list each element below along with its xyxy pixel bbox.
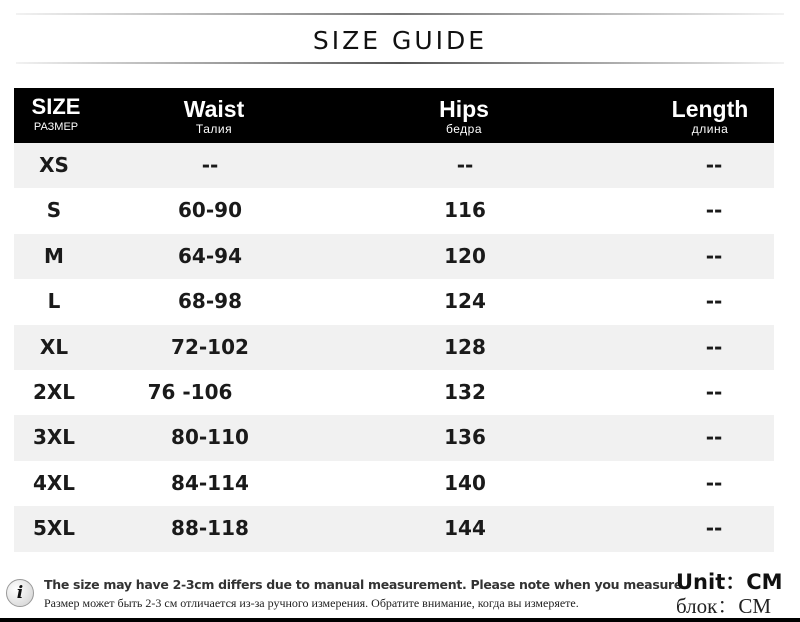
waist-cell: 80-110: [171, 425, 249, 450]
header-hips-en: Hips: [439, 96, 489, 122]
waist-cell: 76 -106: [147, 379, 233, 404]
header-waist-en: Waist: [183, 96, 245, 122]
size-cell: XS: [39, 153, 69, 177]
length-cell: --: [705, 470, 723, 495]
table-row: [14, 461, 774, 506]
waist-cell: 60-90: [178, 198, 242, 223]
header-length-en: Length: [671, 96, 749, 122]
table-body: [14, 143, 774, 552]
table-row: [14, 234, 774, 279]
waist-cell: 88-118: [171, 516, 249, 541]
hips-cell: 132: [444, 379, 486, 404]
header-length-ru: длина: [691, 122, 729, 136]
size-cell: L: [47, 289, 61, 314]
size-cell: 5XL: [32, 516, 76, 541]
waist-cell: 64-94: [178, 243, 242, 268]
length-cell: --: [705, 334, 723, 359]
size-cell: XL: [39, 334, 69, 359]
measurement-note-en: The size may have 2-3cm differs due to manual measurement. Please note when you measure.: [44, 577, 687, 592]
waist-cell: 84-114: [171, 470, 249, 495]
hips-cell: 120: [444, 243, 486, 268]
table-row: [14, 370, 774, 415]
header-size-en: SIZE: [31, 94, 81, 119]
header-waist: [164, 88, 264, 143]
unit-label: Unit：CM: [676, 570, 783, 594]
size-cell: 2XL: [32, 379, 76, 404]
table-header: [14, 88, 774, 143]
waist-cell: --: [201, 153, 219, 177]
header-size: [14, 88, 98, 143]
bottom-border: [0, 618, 800, 622]
header-hips-ru: бедра: [446, 122, 482, 136]
table-row: [14, 279, 774, 324]
hips-cell: 124: [444, 289, 486, 314]
hips-cell: --: [456, 153, 474, 177]
length-cell: --: [705, 289, 723, 314]
table-row: [14, 325, 774, 370]
size-cell: 3XL: [32, 425, 76, 450]
size-cell: 4XL: [32, 470, 76, 495]
length-cell: --: [705, 516, 723, 541]
header-waist-ru: Талия: [195, 122, 233, 136]
hips-cell: 128: [444, 334, 486, 359]
hips-cell: 136: [444, 425, 486, 450]
unit-label-ru: блок：CM: [676, 594, 772, 618]
header-size-ru: РАЗМЕР: [33, 121, 79, 133]
length-cell: --: [705, 379, 723, 404]
title-divider: [16, 62, 784, 64]
waist-cell: 72-102: [171, 334, 249, 359]
hips-cell: 116: [444, 198, 486, 223]
length-cell: --: [705, 425, 723, 450]
table-row: [14, 506, 774, 551]
length-cell: --: [705, 198, 723, 223]
waist-cell: 68-98: [178, 289, 242, 314]
header-length: [660, 88, 760, 143]
size-cell: S: [46, 198, 62, 223]
table-row: [14, 188, 774, 233]
size-cell: M: [44, 243, 64, 268]
top-divider: [16, 13, 784, 15]
hips-cell: 140: [444, 470, 486, 495]
size-table: [14, 88, 774, 552]
length-cell: --: [705, 243, 723, 268]
table-row: [14, 143, 774, 188]
length-cell: --: [705, 153, 723, 177]
info-icon: i: [6, 579, 34, 607]
page-title: SIZE GUIDE: [312, 26, 488, 55]
hips-cell: 144: [444, 516, 486, 541]
measurement-note-ru: Размер может быть 2-3 см отличается из-за ручного измерения. Обратите внимание, когда вы измеряете.: [44, 596, 579, 610]
table-row: [14, 415, 774, 460]
header-hips: [414, 88, 514, 143]
